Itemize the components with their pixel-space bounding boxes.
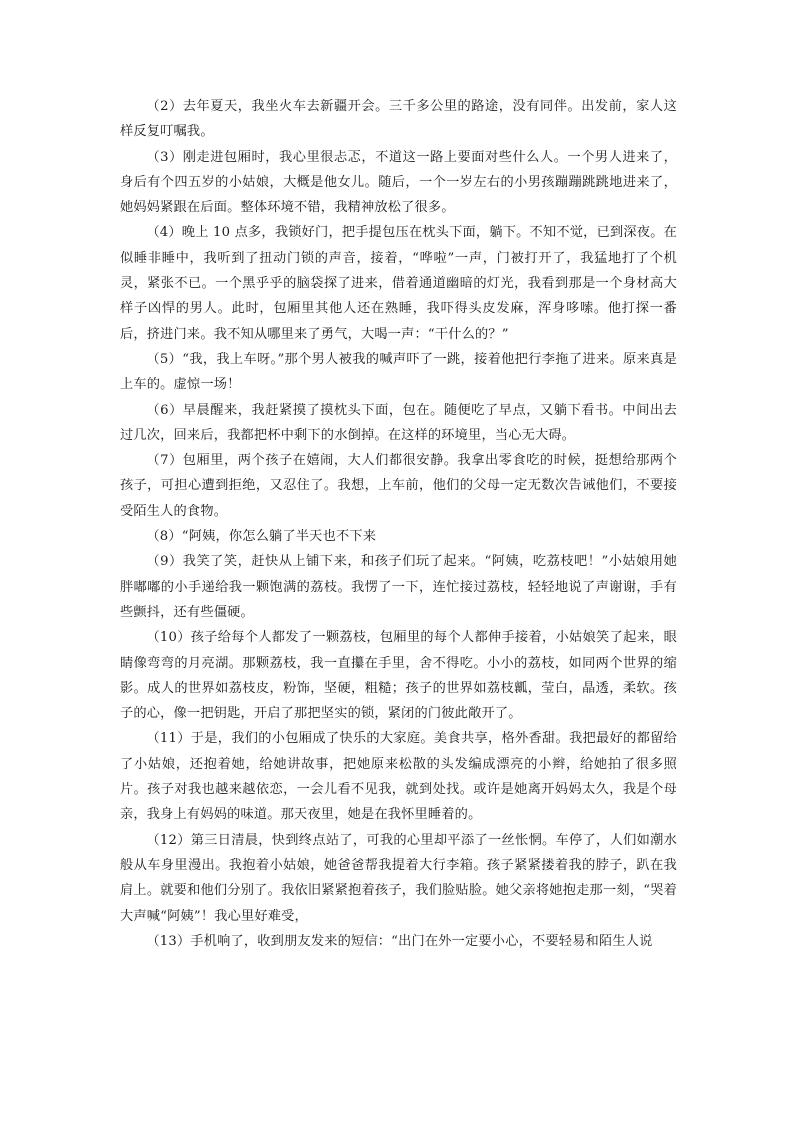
paragraph-4: （4）晚上 10 点多，我锁好门，把手提包压在枕头下面，躺下。不知不觉，已到深夜。在似睡非睡中，我听到了扭动门锁的声音，接着，“哗啦”一声，门被打开了，我猛地打了个机灵，紧张不已。一个黑乎乎的脑袋探了进来，借着通道幽暗的灯光，我看到那是一个身材高大样子凶悍的男人。此时，包厢里其他人还在熟睡，我吓得头皮发麻，浑身哆嗦。他打探一番后，挤进门来。我不知从哪里来了勇气，大喝一声：“干什么的？” bbox=[120, 225, 677, 342]
paragraph-10: （10）孩子给每个人都发了一颗荔枝，包厢里的每个人都伸手接着，小姑娘笑了起来，眼睛像弯弯的月亮湖。那颗荔枝，我一直攥在手里，舍不得吃。小小的荔枝，如同两个世界的缩影。成人的世界如荔枝皮，粉饰，坚硬，粗糙；孩子的世界如荔枝瓤，莹白，晶透，柔软。孩子的心，像一把钥匙，开启了那把坚实的锁，紧闭的门彼此敞开了。 bbox=[120, 630, 677, 722]
paragraph-6: （6）早晨醒来，我赶紧摸了摸枕头下面，包在。随便吃了早点，又躺下看书。中间出去过几次，回来后，我都把杯中剩下的水倒掉。在这样的环境里，当心无大碍。 bbox=[120, 402, 677, 443]
paragraph-2: （2）去年夏天，我坐火车去新疆开会。三千多公里的路途，没有同伴。出发前，家人这样反复叮嘱我。 bbox=[120, 99, 677, 140]
paragraph-5: （5）“我，我上车呀。”那个男人被我的喊声吓了一跳，接着他把行李拖了进来。原来真是上车的。虚惊一场！ bbox=[120, 351, 677, 393]
paragraph-11: （11）于是，我们的小包厢成了快乐的大家庭。美食共享，格外香甜。我把最好的都留给了小姑娘，还抱着她，给她讲故事，把她原来松散的头发编成漂亮的小辫，给她拍了很多照片。孩子对我也越来越依恋，一会儿看不见我，就到处找。或许是她离开妈妈太久，我是个母亲，我身上有妈妈的味道。那天夜里，她是在我怀里睡着的。 bbox=[120, 731, 677, 823]
paragraph-13: （13）手机响了，收到朋友发来的短信：“出门在外一定要小心，不要轻易和陌生人说 bbox=[146, 933, 653, 949]
paragraph-8: （8）“阿姨，你怎么躺了半天也不下来 bbox=[146, 529, 377, 545]
article-body bbox=[120, 94, 677, 954]
paragraph-9: （9）我笑了笑，赶快从上铺下来，和孩子们玩了起来。“阿姨，吃荔枝吧！”小姑娘用她胖嘟嘟的小手递给我一颗饱满的荔枝。我愣了一下，连忙接过荔枝，轻轻地说了声谢谢，手有些颤抖，还有些僵硬。 bbox=[120, 554, 677, 620]
paragraph-12: （12）第三日清晨，快到终点站了，可我的心里却平添了一丝怅惘。车停了，人们如潮水般从车身里漫出。我抱着小姑娘，她爸爸帮我提着大行李箱。孩子紧紧搂着我的脖子，趴在我肩上。就要和他们分别了。我依旧紧紧抱着孩子，我们脸贴脸。她父亲将她抱走那一刻，“哭着大声喊“阿姨”！我心里好难受， bbox=[120, 832, 677, 924]
paragraph-3: （3）刚走进包厢时，我心里很忐忑，不道这一路上要面对些什么人。一个男人进来了，身后有个四五岁的小姑娘，大概是他女儿。随后，一个一岁左右的小男孩蹦蹦跳跳地进来了，她妈妈紧跟在后面。整体环境不错，我精神放松了很多。 bbox=[120, 149, 677, 216]
paragraph-7: （7）包厢里，两个孩子在嬉闹，大人们都很安静。我拿出零食吃的时候，挺想给那两个孩子，可担心遭到拒绝，又忍住了。我想，上车前，他们的父母一定无数次告诫他们，不要接受陌生人的食物。 bbox=[120, 453, 677, 519]
